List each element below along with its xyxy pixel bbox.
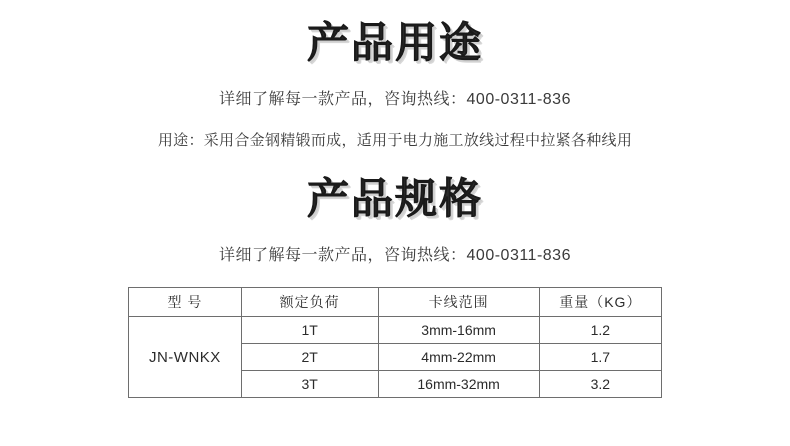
- table-header-load: 额定负荷: [241, 288, 378, 317]
- usage-section-title: 产品用途: [306, 18, 483, 67]
- spec-table-head: [129, 288, 662, 317]
- spec-table-wrapper: [0, 287, 790, 398]
- table-header-model: 型 号: [129, 288, 242, 317]
- cell-model: JN-WNKX: [129, 317, 242, 398]
- cell-load: 1T: [241, 317, 378, 344]
- table-header-row: [129, 288, 662, 317]
- spec-table: [128, 287, 662, 398]
- cell-weight: 3.2: [539, 371, 661, 398]
- spec-section-title: 产品规格: [306, 174, 483, 223]
- cell-weight: 1.2: [539, 317, 661, 344]
- table-row: [129, 317, 662, 344]
- usage-section-subtitle: 详细了解每一款产品，咨询热线：400-0311-836: [219, 91, 571, 108]
- spec-table-body: [129, 317, 662, 398]
- cell-load: 3T: [241, 371, 378, 398]
- cell-load: 2T: [241, 344, 378, 371]
- cell-weight: 1.7: [539, 344, 661, 371]
- table-header-range: 卡线范围: [378, 288, 539, 317]
- cell-range: 4mm-22mm: [378, 344, 539, 371]
- table-header-weight: 重量（KG）: [539, 288, 661, 317]
- cell-range: 3mm-16mm: [378, 317, 539, 344]
- spec-section-subtitle: 详细了解每一款产品，咨询热线：400-0311-836: [219, 247, 571, 264]
- cell-range: 16mm-32mm: [378, 371, 539, 398]
- usage-description: 用途：采用合金钢精锻而成，适用于电力施工放线过程中拉紧各种线用: [157, 132, 633, 149]
